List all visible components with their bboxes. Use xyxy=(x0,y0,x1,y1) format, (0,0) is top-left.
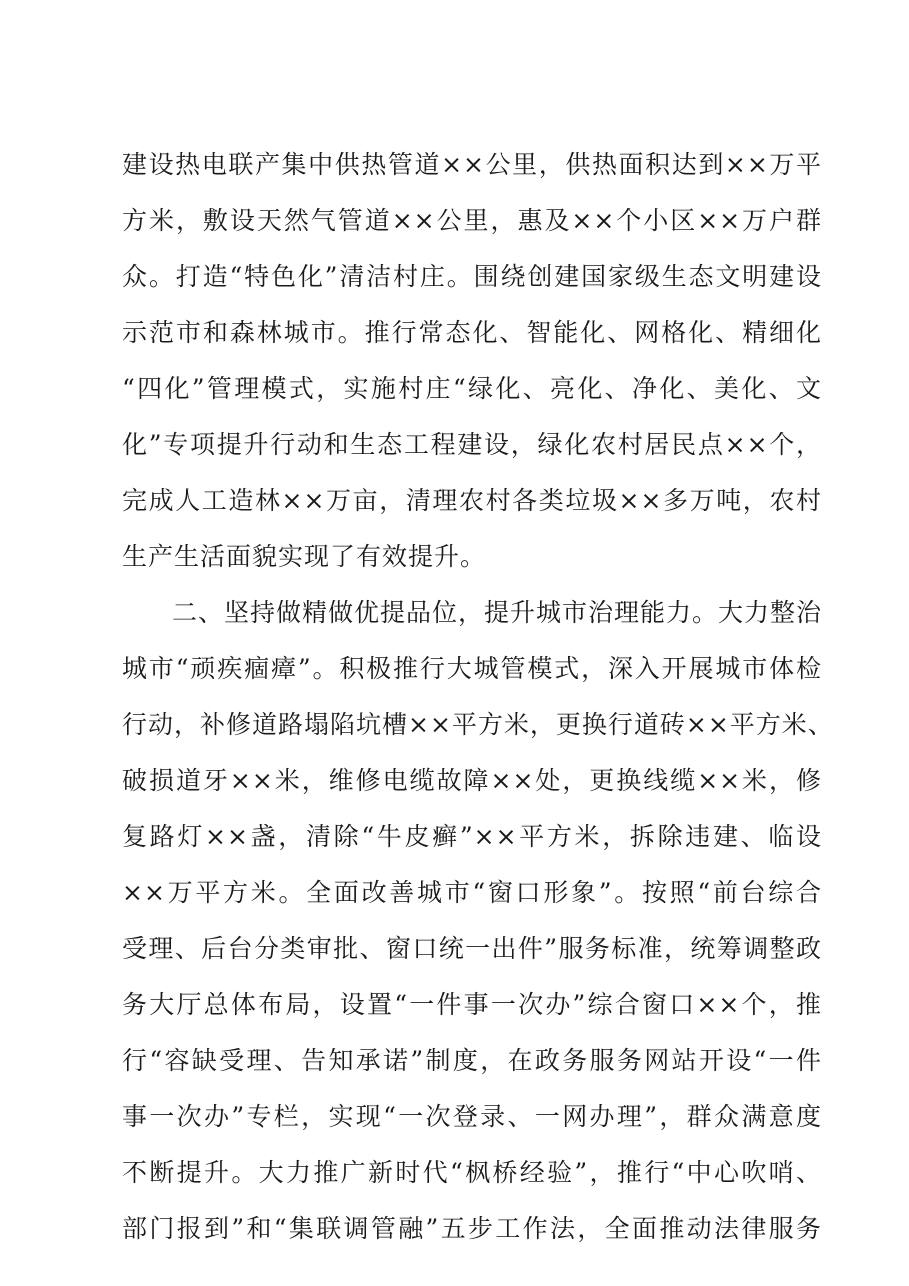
text-line: 生产生活面貌实现了有效提升。 xyxy=(122,542,487,571)
text-line: 行动，补修道路塌陷坑槽××平方米，更换行道砖××平方米、 xyxy=(122,710,834,739)
text-line: 不断提升。大力推广新时代“枫桥经验”，推行“中心吹哨、 xyxy=(122,1158,822,1187)
text-line: 复路灯××盏，清除“牛皮癣”××平方米，拆除违建、临设 xyxy=(122,822,822,851)
text-line: 事一次办”专栏，实现“一次登录、一网办理”，群众满意度 xyxy=(122,1102,822,1131)
text-line: “四化”管理模式，实施村庄“绿化、亮化、净化、美化、文 xyxy=(122,374,822,403)
body-text xyxy=(122,137,834,1257)
text-line: 建设热电联产集中供热管道××公里，供热面积达到××万平 xyxy=(122,150,822,179)
text-line: 破损道牙××米，维修电缆故障××处，更换线缆××米，修 xyxy=(122,766,822,795)
text-line: 示范市和森林城市。推行常态化、智能化、网格化、精细化 xyxy=(122,318,822,347)
text-line: 方米，敷设天然气管道××公里，惠及××个小区××万户群 xyxy=(122,206,822,235)
text-line: 城市“顽疾痼瘴”。积极推行大城管模式，深入开展城市体检 xyxy=(122,654,822,683)
text-line: 完成人工造林××万亩，清理农村各类垃圾××多万吨，农村 xyxy=(122,486,822,515)
text-line: 受理、后台分类审批、窗口统一出件”服务标准，统筹调整政 xyxy=(122,934,822,963)
text-line: 行“容缺受理、告知承诺”制度，在政务服务网站开设“一件 xyxy=(122,1046,822,1075)
text-line: 部门报到”和“集联调管融”五步工作法，全面推动法律服务 xyxy=(122,1214,822,1243)
paragraph-heading-line: 二、坚持做精做优提品位，提升城市治理能力。大力整治 xyxy=(172,598,823,627)
text-line: 化”专项提升行动和生态工程建设，绿化农村居民点××个， xyxy=(122,430,822,459)
text-line: 众。打造“特色化”清洁村庄。围绕创建国家级生态文明建设 xyxy=(122,262,822,291)
text-line: ××万平方米。全面改善城市“窗口形象”。按照“前台综合 xyxy=(122,878,822,907)
text-line: 务大厅总体布局，设置“一件事一次办”综合窗口××个，推 xyxy=(122,990,822,1019)
